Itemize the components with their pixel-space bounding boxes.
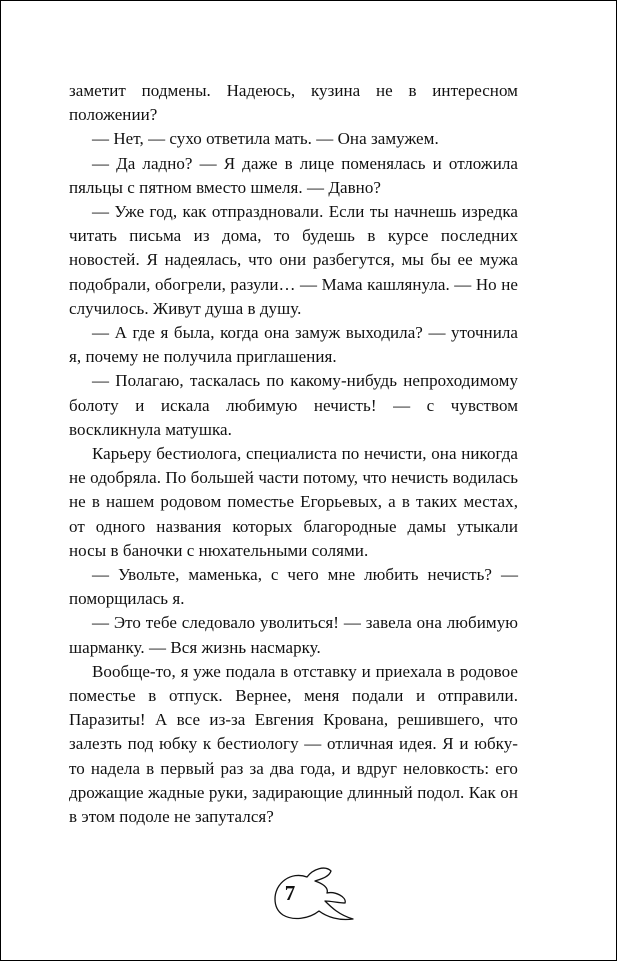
page-number: 7	[284, 881, 296, 905]
paragraph: заметит подмены. Надеюсь, кузина не в интересном положении?	[69, 81, 518, 125]
paragraph: Карьеру бестиолога, специалиста по нечисти, она никогда не одобряла. По большей части потому, что нечисть водилась не в нашем родовом поместье Егорьевых, а в таких местах, от одного названия которых благородные дамы утыкали носы в баночки с нюхательными солями.	[69, 444, 518, 560]
paragraph: — Увольте, маменька, с чего мне любить нечисть? — поморщилась я.	[69, 565, 518, 609]
paragraph: — Нет, — сухо ответила мать. — Она замужем.	[92, 129, 439, 149]
paragraph: — Да ладно? — Я даже в лице поменялась и отложила пяльцы с пятном вместо шмеля. — Давно?	[69, 153, 518, 197]
paragraph: — А где я была, когда она замуж выходила? — уточнила я, почему не получила приглашения.	[69, 323, 518, 367]
page-number-ornament	[269, 859, 359, 929]
paragraph: — Это тебе следовало уволиться! — завела она любимую шарманку. — Вся жизнь насмарку.	[69, 613, 518, 657]
paragraph: — Уже год, как отпраздновали. Если ты начнешь изредка читать письма из дома, то будешь в курсе последних новостей. Я надеялась, что они разбегутся, мы бы ее мужа подобрали, обогрели, разули… — Мама кашлянула. — Но не случилось. Живут душа в душу.	[69, 202, 518, 318]
paragraph: Вообще-то, я уже подала в отставку и приехала в родовое поместье в отпуск. Вернее, меня подали и отправили. Паразиты! А все из-за Евгения Крована, решившего, что залезть под юбку к бестиологу — отличная идея. Я и юбку-то надела в первый раз за два года, и вдруг неловкость: его дрожащие жадные руки, задирающие длинный подол. Как он в этом подоле не запутался?	[69, 661, 518, 827]
page-body-text	[69, 79, 518, 829]
paragraph: — Полагаю, таскалась по какому-нибудь непроходимому болоту и искала любимую нечисть! — с чувством воскликнула матушка.	[69, 371, 518, 439]
